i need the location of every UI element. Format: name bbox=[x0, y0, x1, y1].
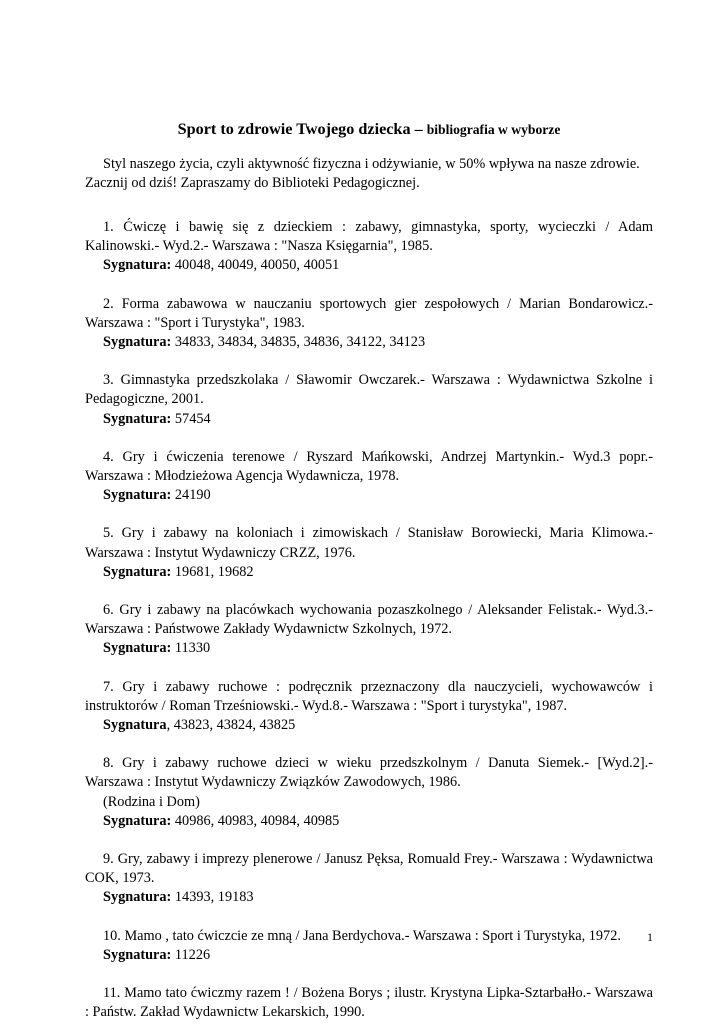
entry-signature bbox=[85, 716, 653, 735]
entry-description: 8. Gry i zabawy ruchowe dzieci w wieku przedszkolnym / Danuta Siemek.- [Wyd.2].- Warszawa : Instytut Wydawniczy Związków Zawodowych, 1986. bbox=[85, 755, 653, 791]
entry-description: 9. Gry, zabawy i imprezy plenerowe / Janusz Pęksa, Romuald Frey.- Warszawa : Wydawnictwa COK, 1973. bbox=[85, 851, 653, 887]
signature-value: 34833, 34834, 34835, 34836, 34122, 34123 bbox=[171, 334, 426, 351]
signature-label: Sygnatura: bbox=[103, 812, 172, 829]
signature-label: Sygnatura: bbox=[103, 334, 172, 351]
signature-value: 14393, 19183 bbox=[171, 889, 254, 906]
entry-signature bbox=[85, 888, 653, 907]
bibliography-entry bbox=[85, 524, 653, 582]
entry-signature bbox=[85, 812, 653, 831]
bibliography-entry bbox=[85, 295, 653, 353]
entry-signature bbox=[85, 563, 653, 582]
bibliography-entry bbox=[85, 754, 653, 831]
signature-value: 40048, 40049, 40050, 40051 bbox=[171, 257, 340, 274]
entry-description: 6. Gry i zabawy na placówkach wychowania pozaszkolnego / Aleksander Felistak.- Wyd.3.- Warszawa : Państwowe Zakłady Wydawnictw Szkolnych, 1972. bbox=[85, 602, 653, 638]
signature-value: 11226 bbox=[171, 946, 211, 963]
signature-value: , 43823, 43824, 43825 bbox=[166, 717, 296, 734]
bibliography-entry bbox=[85, 850, 653, 908]
bibliography-entry bbox=[85, 448, 653, 506]
entry-description: 10. Mamo , tato ćwiczcie ze mną / Jana Berdychova.- Warszawa : Sport i Turystyka, 1972. bbox=[103, 927, 621, 944]
entry-signature bbox=[85, 333, 653, 352]
signature-label: Sygnatura: bbox=[103, 487, 172, 504]
signature-label: Sygnatura bbox=[103, 717, 167, 734]
entry-description: 3. Gimnastyka przedszkolaka / Sławomir Owczarek.- Warszawa : Wydawnictwa Szkolne i Pedagogiczne, 2001. bbox=[85, 372, 653, 408]
bibliography-list bbox=[85, 218, 653, 1023]
signature-label: Sygnatura: bbox=[103, 946, 172, 963]
entry-description: 7. Gry i zabawy ruchowe : podręcznik przeznaczony dla nauczycieli, wychowawców i instruktorów / Roman Trześniowski.- Wyd.8.- Warszawa : "Sport i turystyka", 1987. bbox=[85, 678, 653, 714]
bibliography-entry bbox=[85, 371, 653, 429]
bibliography-entry bbox=[85, 984, 653, 1022]
signature-label: Sygnatura: bbox=[103, 257, 172, 274]
title-subtitle: bibliografia w wyborze bbox=[426, 122, 561, 137]
entry-description: 4. Gry i ćwiczenia terenowe / Ryszard Mańkowski, Andrzej Martynkin.- Wyd.3 popr.- Warszawa : Młodzieżowa Agencja Wydawnicza, 1978. bbox=[85, 448, 653, 485]
entry-description: 1. Ćwiczę i bawię się z dzieckiem : zabawy, gimnastyka, sporty, wycieczki / Adam Kalinowski.- Wyd.2.- Warszawa : "Nasza Księgarnia", 1985. bbox=[85, 219, 653, 255]
signature-label: Sygnatura: bbox=[103, 640, 172, 657]
signature-value: 24190 bbox=[171, 487, 211, 504]
entry-series-note: (Rodzina i Dom) bbox=[103, 793, 200, 810]
entry-signature bbox=[85, 410, 653, 429]
signature-value: 40986, 40983, 40984, 40985 bbox=[171, 812, 340, 829]
entry-description: 11. Mamo tato ćwiczmy razem ! / Bożena Borys ; ilustr. Krystyna Lipka-Sztarbałło.- Warszawa : Państw. Zakład Wydawnictw Lekarskich, 1990. bbox=[85, 985, 653, 1021]
title-main: Sport to zdrowie Twojego dziecka – bbox=[177, 120, 423, 138]
entry-signature bbox=[85, 256, 653, 275]
signature-label: Sygnatura: bbox=[103, 563, 172, 580]
signature-label: Sygnatura: bbox=[103, 889, 172, 906]
bibliography-entry bbox=[85, 218, 653, 276]
page-number: 1 bbox=[647, 930, 653, 944]
bibliography-entry bbox=[85, 927, 653, 965]
signature-value: 19681, 19682 bbox=[171, 563, 254, 580]
entry-description: 5. Gry i zabawy na koloniach i zimowiskach / Stanisław Borowiecki, Maria Klimowa.- Warszawa : Instytut Wydawniczy CRZZ, 1976. bbox=[85, 525, 653, 561]
signature-value: 57454 bbox=[171, 410, 211, 427]
signature-label: Sygnatura: bbox=[103, 410, 172, 427]
entry-signature bbox=[85, 946, 653, 965]
entry-signature bbox=[85, 486, 653, 505]
document-title bbox=[85, 120, 653, 139]
entry-description: 2. Forma zabawowa w nauczaniu sportowych gier zespołowych / Marian Bondarowicz.- Warszawa : "Sport i Turystyka", 1983. bbox=[85, 295, 653, 331]
intro-paragraph: Styl naszego życia, czyli aktywność fizyczna i odżywianie, w 50% wpływa na nasze zdrowie. Zacznij od dziś! Zapraszamy do Biblioteki Pedagogicznej. bbox=[85, 156, 640, 191]
bibliography-entry bbox=[85, 601, 653, 659]
entry-signature bbox=[85, 639, 653, 658]
bibliography-entry bbox=[85, 678, 653, 736]
signature-value: 11330 bbox=[171, 640, 211, 657]
